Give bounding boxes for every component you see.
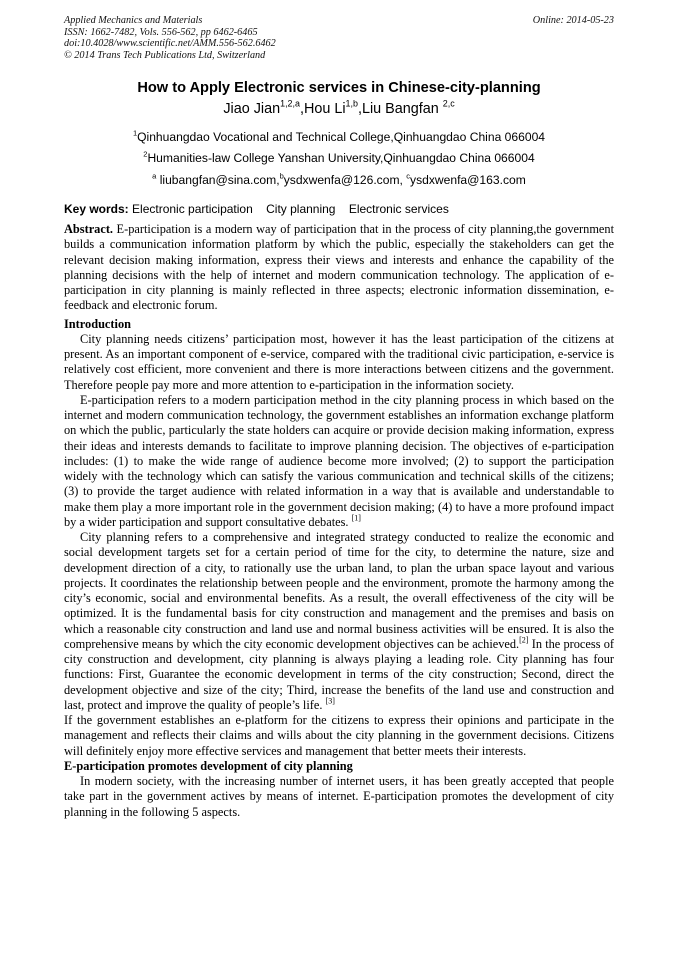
- keyword: City planning: [266, 202, 336, 216]
- keywords-label: Key words:: [64, 202, 129, 216]
- citation: [3]: [325, 696, 335, 706]
- keyword: Electronic services: [348, 202, 449, 216]
- paragraph: [64, 393, 614, 530]
- journal-name: Applied Mechanics and Materials: [64, 15, 203, 26]
- abstract-label: Abstract.: [64, 222, 114, 236]
- email-superscript: c: [406, 171, 411, 181]
- affiliation-superscript: 1: [132, 128, 138, 138]
- email-superscript: b: [279, 171, 284, 181]
- paragraph: City planning needs citizens’ participation most, however it has the least participation of the citizens at present. As an important component of e-service, compared with the traditional civic participation, e-service is relatively cost efficient, more convenient and there is more interactions between citizens and the government. Therefore people pay more and more attention to e-participation in the information society.: [64, 331, 614, 392]
- paper-body: [64, 222, 614, 820]
- author-name: Jiao Jian: [223, 101, 281, 117]
- affiliation-1: [0, 130, 678, 144]
- doi-line: doi:10.4028/www.scientific.net/AMM.556-562.6462: [64, 38, 276, 49]
- keywords: [64, 202, 449, 216]
- author-name: Liu Bangfan: [361, 101, 443, 117]
- author-superscript: 1,b: [345, 98, 358, 109]
- author-superscript: 1,2,a: [280, 98, 300, 109]
- paragraph: [64, 530, 614, 713]
- author-superscript: 2,c: [442, 98, 455, 109]
- email-line: [0, 173, 678, 187]
- online-date: Online: 2014-05-23: [532, 15, 614, 26]
- author-list: Jiao Jian$^{1,2,a}$,Hou Li$^{1,b}$,Liu Bangfan $^{2,c}$: [223, 98, 455, 117]
- section-heading-introduction: Introduction: [64, 316, 131, 331]
- abstract: [64, 222, 614, 314]
- journal-header: [64, 15, 276, 61]
- copyright-line: © 2014 Trans Tech Publications Ltd, Switzerland: [64, 49, 266, 61]
- paragraph-text: City planning refers to a comprehensive and integrated strategy conducted to realize the economic and social development targets set for a certain period of time for the city, to determine the nature, size and development direction of a city, to rationally use the urban land, to plan the urban space layout and various projects. It coordinates the relationship between people and the environment, promote the harmony among the city’s economic, social and environmental benefits. As a result, the overall effectiveness of the city will be optimized. It is the fundamental basis for city construction and management and the premises and basis on which a reasonable city construction and land use and normal business activities will be ensured. It is also the comprehensive means by which the city economic development objectives can be achieved.: [64, 530, 614, 651]
- paragraph: In modern society, with the increasing number of internet users, it has been greatly accepted that people take part in the government actives by means of internet. E-participation promotes the development of city planning in the following 5 aspects.: [64, 774, 614, 819]
- citation: [1]: [351, 513, 361, 523]
- affiliation-2: [0, 151, 678, 165]
- affiliation-superscript: 2: [143, 149, 148, 159]
- affiliation-text: Humanities-law College Yanshan University,Qinhuangdao China 066004: [147, 151, 535, 165]
- email-superscript: a: [152, 171, 157, 181]
- email-c: ysdxwenfa@163.com: [410, 173, 526, 187]
- paper-title: How to Apply Electronic services in Chinese-city-planning: [137, 80, 541, 96]
- paragraph: If the government establishes an e-platform for the citizens to express their opinions and participate in the management and reflects their claims and wills about the city planning in the government decisions. Citizens will definitely enjoy more effective services and management that better meets their interests.: [64, 713, 614, 758]
- paragraph-text: In the process of city construction and development, city planning is always playing a leading role. City planning has four functions: First, Guarantee the economic development in terms of the city construction; Second, direct the development objective and size of the city; Third, increase the benefits of the land use and construction and last, protect and improve the quality of people’s life.: [64, 636, 614, 712]
- issn-line: ISSN: 1662-7482, Vols. 556-562, pp 6462-6465: [64, 26, 258, 38]
- citation: [2]: [519, 635, 529, 645]
- paragraph-text: E-participation refers to a modern participation method in the city planning process in which based on the internet and modern communication technology, the government establishes an information exchange platform on which the public, particularly the state holders can acquire or provide decision making information, express their ideas and interests demands to facilitate to improve planning decision. The objectives of e-participation includes: (1) to make the wide range of audience become more involved; (2) to support the participation widely with the technology which can satisfy the various communication and technical skills of the citizens; (3) to provide the target audience with related information in a way that is available and understandable to make them play a more important role in the government decision making; (4) to have a more profound impact by a wider participation and support consultative debates.: [64, 392, 614, 529]
- keyword: Electronic participation: [132, 202, 253, 216]
- section-heading-e-participation: E-participation promotes development of city planning: [64, 758, 353, 773]
- email-a: liubangfan@sina.com,: [156, 173, 280, 187]
- email-b: ysdxwenfa@126.com,: [283, 173, 407, 187]
- affiliation-text: Qinhuangdao Vocational and Technical College,Qinhuangdao China 066004: [137, 130, 546, 144]
- abstract-text: E-participation is a modern way of participation that in the process of city planning,the government builds a communication information platform by which the public, especially the stakeholders can get the relevant decision making information, express their views and interests and enhance the capability of the planning decisions with the help of internet and modern communication technology. The application of e-participation in city planning is mainly reflected in three aspects; electronic information dissemination, e-feedback and electronic forum.: [64, 222, 614, 313]
- author-name: Hou Li: [303, 101, 346, 117]
